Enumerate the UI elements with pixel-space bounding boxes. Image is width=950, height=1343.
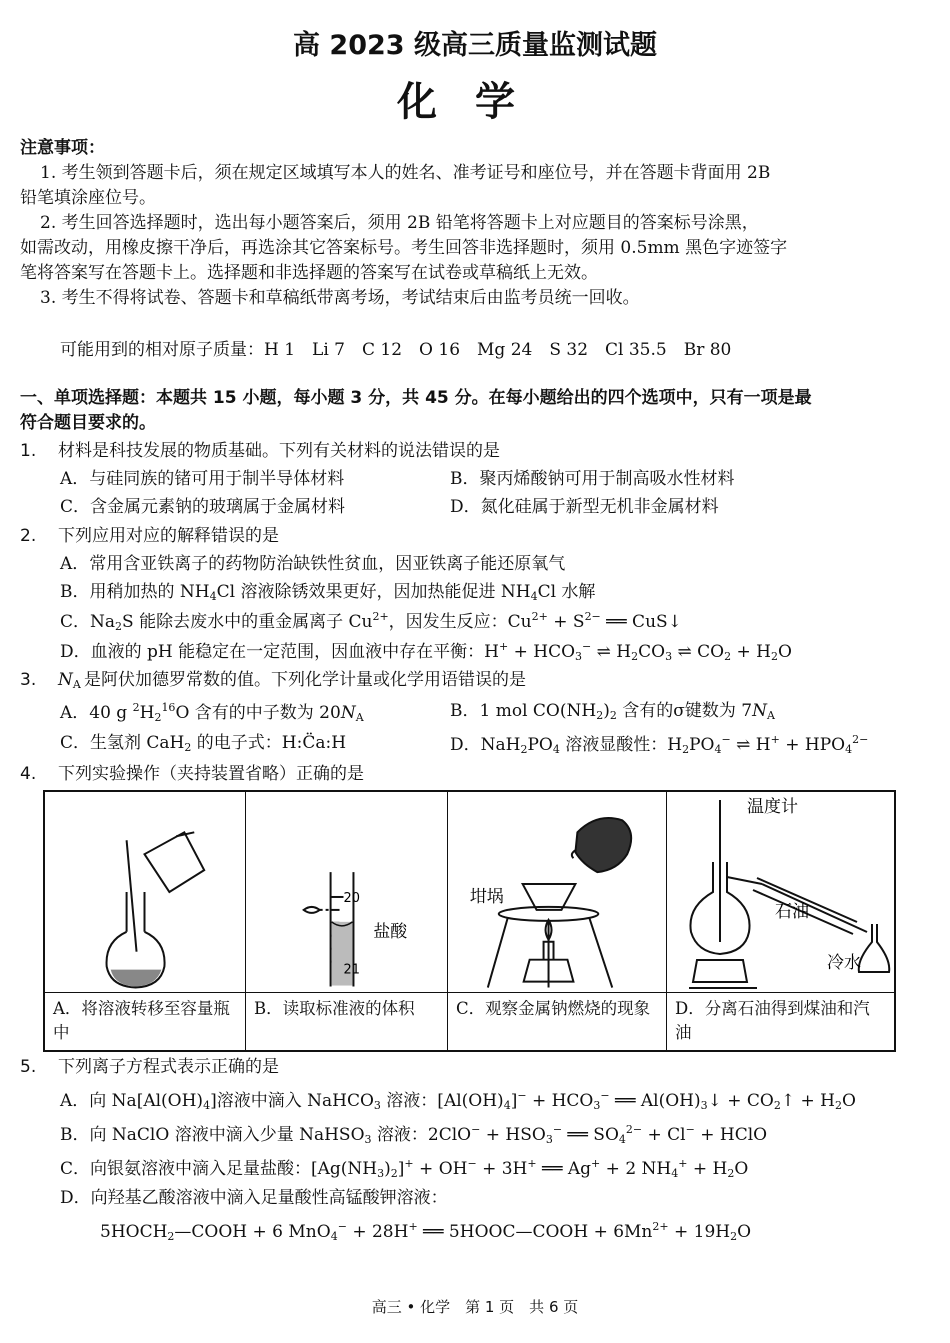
question-stem: 下列实验操作（夹持装置省略）正确的是 (58, 764, 364, 784)
distillation-illustration (667, 792, 894, 992)
option-d-equation: $5HOCH_2—COOH + 6$ MnO$_4$− + 28H+ ══ 5HOOC—COOH + $6Mn^{2+} + 19H_2O$ (100, 1220, 752, 1243)
question-number: 1. (20, 441, 37, 461)
figure-cell-d (667, 792, 894, 1050)
burette-illustration (246, 792, 447, 992)
experiment-figure-table (43, 790, 896, 1052)
page-footer: 高三 • 化学 第 1 页 共 6 页 (371, 1298, 579, 1316)
option-a: A．与硅同族的锗可用于制半导体材料 (60, 469, 345, 489)
sodium-combustion-illustration (448, 792, 666, 992)
option-a: A．常用含亚铁离子的药物防治缺铁性贫血，因亚铁离子能还原氧气 (60, 554, 566, 574)
question-stem: 下列应用对应的解释错误的是 (58, 526, 279, 546)
label-hydrochloric-acid: 盐酸 (373, 920, 408, 941)
label-petroleum: 石油 (775, 902, 809, 922)
option-d: D．$NaH_2PO_4$ 溶液显酸性：$H_2PO_4^-$ ⇌ $H^+ + HPO_4^{2-}$ (450, 733, 869, 756)
option-d: D．向羟基乙酸溶液中滴入足量酸性高锰酸钾溶液： (60, 1188, 448, 1208)
question-stem: 下列离子方程式表示正确的是 (58, 1057, 279, 1077)
exam-title: 高 2023 级高三质量监测试题 (293, 30, 657, 61)
figure-caption-d: D．分离石油得到煤油和汽油 (667, 992, 894, 1050)
subject-title: 化学 (397, 79, 553, 125)
notice-line: 2. 考生回答选择题时，选出每小题答案后，须用 2B 铅笔将答题卡上对应题目的答案标号涂黑， (40, 213, 759, 233)
option-a: A．40 g $^2H_2^{16}O$ 含有的中子数为 $20N_A$ (60, 701, 364, 724)
label-thermometer: 温度计 (747, 797, 798, 817)
option-c: C．向银氨溶液中滴入足量盐酸：$[Ag(NH_3)_2]^+ + OH^- + 3H^+$ ══ Ag+ + 2 $NH_4^+ + H_2O$ (60, 1157, 749, 1180)
label-cold-water: 冷水 (827, 953, 861, 973)
option-d: D．血液的 pH 能稳定在一定范围，因血液中存在平衡：$H^+ + HCO_3^-$ ⇌ $H_2CO_3$ ⇌ $CO_2 + H_2O$ (60, 640, 792, 663)
figure-cell-a (45, 792, 246, 1050)
question-number: 3. (20, 670, 37, 690)
option-b: B．聚丙烯酸钠可用于制高吸水性材料 (450, 469, 735, 489)
figure-cell-b (246, 792, 448, 1050)
label-crucible: 坩埚 (469, 885, 504, 906)
notice-line: 笔将答案写在答题卡上。选择题和非选择题的答案写在试卷或草稿纸上无效。 (20, 263, 598, 283)
notice-heading: 注意事项： (20, 138, 105, 158)
section-heading: 一、单项选择题：本题共 15 小题，每小题 3 分，共 45 分。在每小题给出的四个选项中，只有一项是最 (20, 388, 812, 408)
section-heading-cont: 符合题目要求的。 (20, 413, 156, 433)
tick-label-20: 20 (343, 890, 360, 906)
question-stem: 是阿伏加德罗常数的值。下列化学计量或化学用语错误的是 (84, 670, 526, 690)
notice-line: 铅笔填涂座位号。 (20, 188, 156, 208)
option-c: C．$Na_2S$ 能除去废水中的重金属离子 $Cu^{2+}$，因发生反应：$Cu^{2+} + S^{2-}$ ══ CuS↓ (60, 610, 682, 633)
notice-line: 如需改动，用橡皮擦干净后，再选涂其它答案标号。考生回答非选择题时，须用 0.5mm 黑色字迹签字 (20, 238, 788, 258)
notice-line: 1. 考生领到答题卡后，须在规定区域填写本人的姓名、准考证号和座位号，并在答题卡背面用 2B (40, 163, 771, 183)
option-b: B．用稍加热的 $NH_4Cl$ 溶液除锈效果更好，因加热能促进 $NH_4Cl$ 水解 (60, 582, 596, 603)
figure-caption-c: C．观察金属钠燃烧的现象 (448, 992, 666, 1050)
figure-cell-c (448, 792, 667, 1050)
question-number: 4. (20, 764, 37, 784)
question-stem-prefix: $N_A$ (58, 670, 81, 691)
figure-caption-b: B．读取标准液的体积 (246, 992, 447, 1050)
option-b: B．向 NaClO 溶液中滴入少量 NaHSO$_3$ 溶液：$2ClO^- + HSO_3^-$ ══ $SO_4^{2-} + Cl^-$ + HClO (60, 1123, 768, 1146)
question-number: 5. (20, 1057, 37, 1077)
option-b: B．1 mol $CO(NH_2)_2$ 含有的σ键数为 $7N_A$ (450, 701, 775, 722)
question-number: 2. (20, 526, 37, 546)
notice-line: 3. 考生不得将试卷、答题卡和草稿纸带离考场，考试结束后由监考员统一回收。 (40, 288, 640, 308)
atomic-masses: 可能用到的相对原子质量：H 1 Li 7 C 12 O 16 Mg 24 S 32 Cl 35.5 Br 80 (60, 340, 732, 360)
option-a: A．向 $Na[Al(OH)_4]$溶液中滴入 NaHCO$_3$ 溶液：$[Al(OH)_4]^- + HCO_3^-$ ══ $Al(OH)_3↓$ + $CO_2↑ + H_2O$ (60, 1089, 856, 1112)
question-stem: 材料是科技发展的物质基础。下列有关材料的说法错误的是 (58, 441, 500, 461)
volumetric-flask-illustration (45, 792, 245, 992)
figure-caption-a: A．将溶液转移至容量瓶中 (45, 992, 245, 1050)
option-c: C．生氢剂 CaH$_2$ 的电子式：H:C̈a:H (60, 733, 347, 754)
option-c: C．含金属元素钠的玻璃属于金属材料 (60, 497, 346, 517)
tick-label-21: 21 (343, 962, 360, 978)
option-d: D．氮化硅属于新型无机非金属材料 (450, 497, 719, 517)
